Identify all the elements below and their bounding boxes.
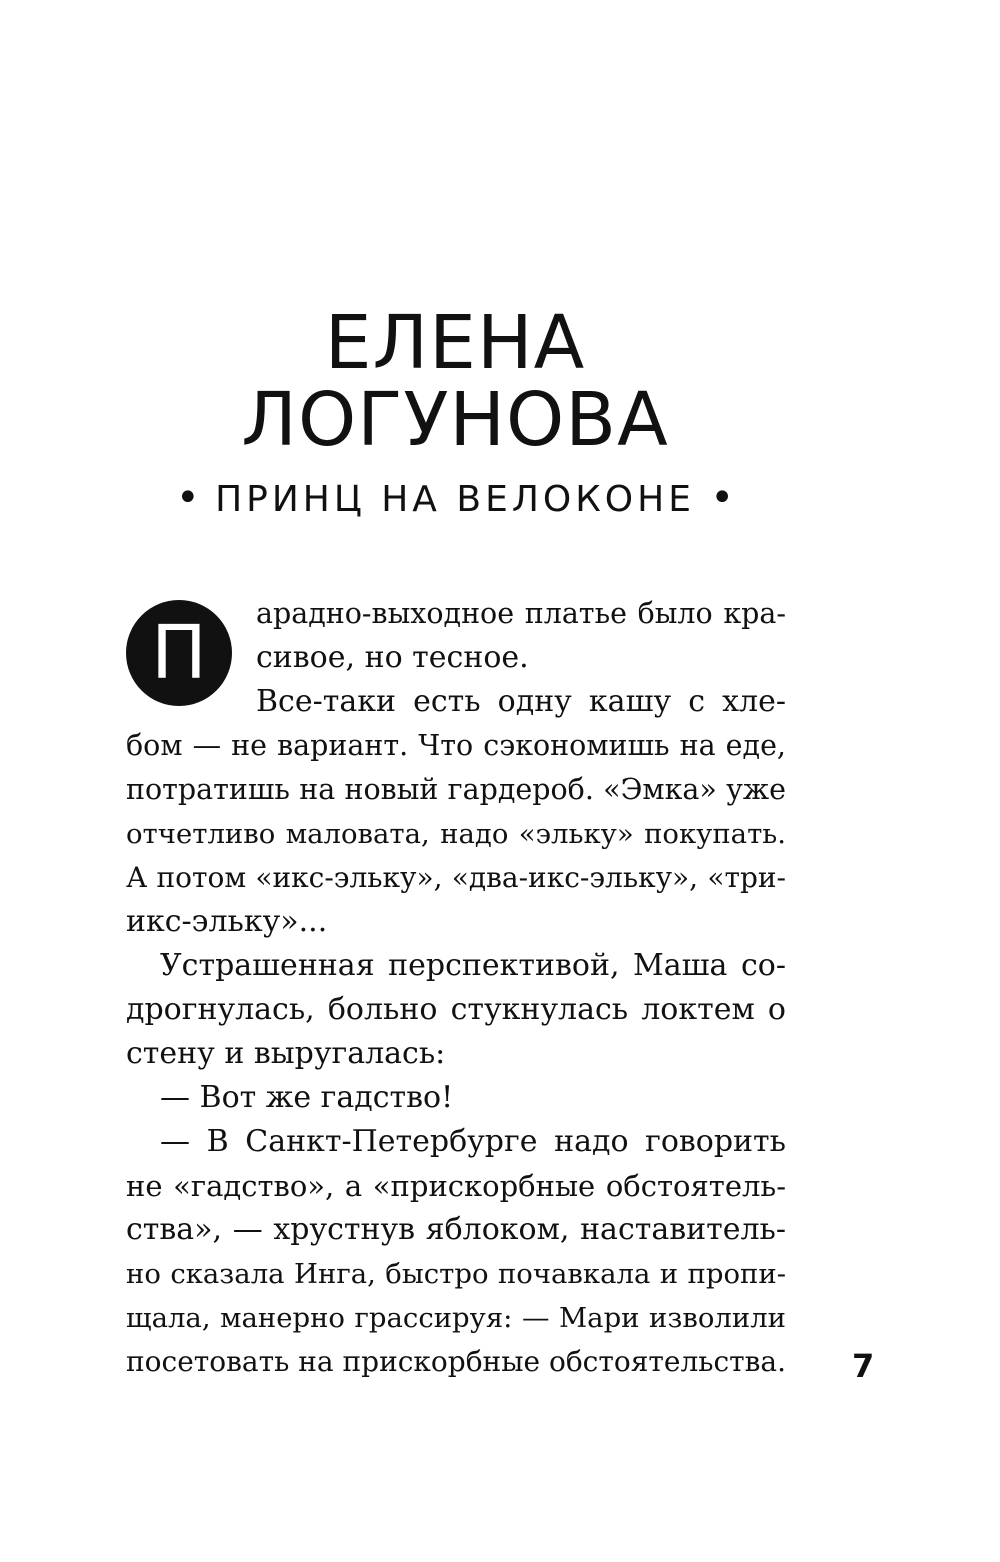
text-line: дрогнулась, больно стукнулась локтем о (126, 992, 786, 1027)
text-line: А потом «икс-эльку», «два-икс-эльку», «три- (126, 861, 786, 894)
text-line: Все-таки есть одну кашу с хле- (256, 684, 786, 719)
text-line: сивое, но тесное. (256, 640, 529, 675)
text-line: не «гадство», а «прискорбные обстоятель- (126, 1169, 786, 1203)
text-line: щала, манерно грассируя: — Мари изволили (126, 1302, 786, 1334)
title-bullet-left: • (176, 475, 200, 521)
author-name-line-2: ЛОГУНОВА (241, 377, 669, 463)
text-line: — В Санкт-Петербурге надо говорить (160, 1124, 786, 1159)
text-line: — Вот же гадство! (160, 1080, 454, 1115)
page-number: 7 (852, 1347, 875, 1385)
title-bullet-right: • (710, 475, 734, 521)
text-line: посетовать на прискорбные обстоятельства. (126, 1345, 786, 1378)
text-line: потратишь на новый гардероб. «Эмка» уже (126, 773, 786, 806)
book-title-text: ПРИНЦ НА ВЕЛОКОНЕ (215, 479, 695, 520)
book-title (0, 475, 910, 521)
text-line: арадно-выходное платье было кра- (256, 597, 786, 630)
text-line: ства», — хрустнув яблоком, наставитель- (126, 1212, 786, 1247)
text-line: икс-эльку»... (126, 904, 328, 939)
author-name-line-1: ЕЛЕНА (324, 300, 586, 386)
text-line: бом — не вариант. Что сэкономишь на еде, (126, 729, 786, 762)
text-line: Устрашенная перспективой, Маша со- (160, 948, 786, 983)
drop-cap: П (126, 600, 232, 706)
text-line: но сказала Инга, быстро почавкала и пропи- (126, 1258, 786, 1290)
text-line: отчетливо маловата, надо «эльку» покупать. (126, 818, 786, 850)
text-line: стену и выругалась: (126, 1036, 446, 1071)
